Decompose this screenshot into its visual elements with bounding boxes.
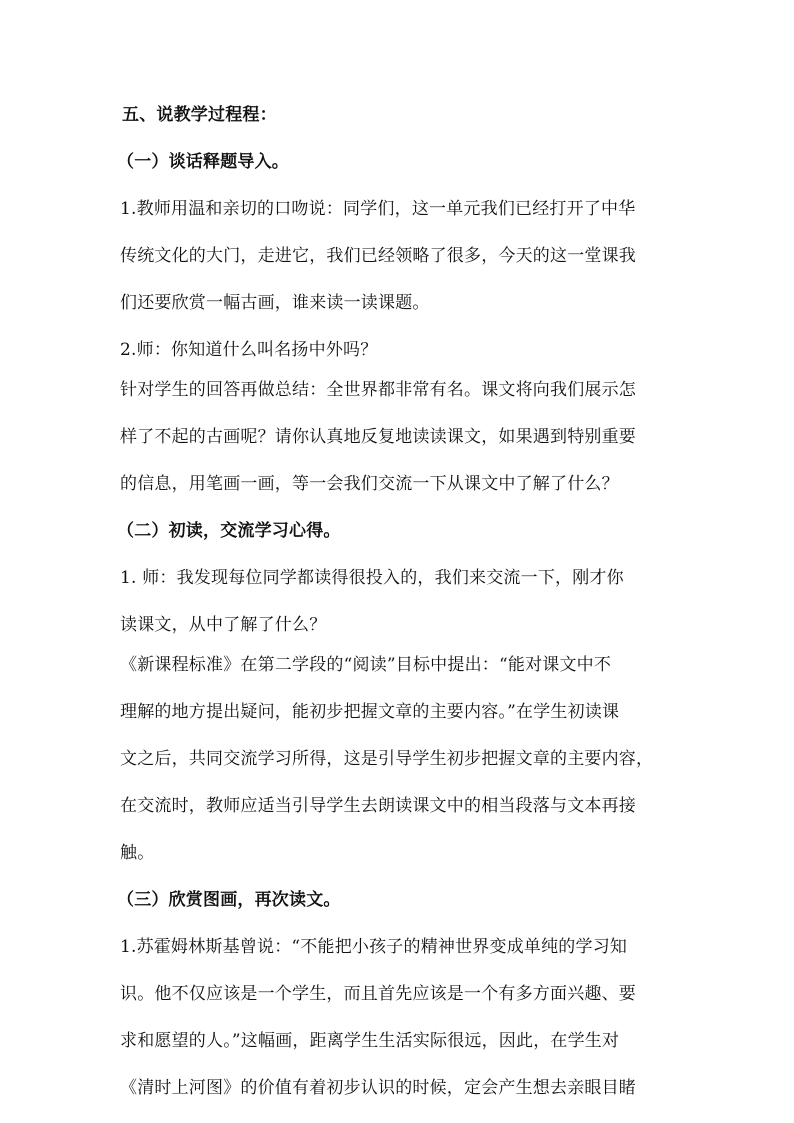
paragraph-line: 1.教师用温和亲切的口吻说：同学们，这一单元我们已经打开了中华 — [120, 199, 636, 219]
paragraph-line: 们还要欣赏一幅古画，谁来读一读课题。 — [120, 293, 430, 313]
paragraph-line: 传统文化的大门，走进它，我们已经领略了很多，今天的这一堂课我 — [120, 246, 636, 266]
paragraph-line: 理解的地方提出疑问，能初步把握文章的主要内容。”在学生初读课 — [120, 702, 620, 722]
paragraph-line: 求和愿望的人。”这幅画，距离学生生活实际很远，因此，在学生对 — [120, 1031, 620, 1051]
paragraph-line: 文之后，共同交流学习所得，这是引导学生初步把握文章的主要内容， — [120, 749, 654, 769]
subsection-title-1: （一）谈话释题导入。 — [117, 152, 289, 172]
paragraph-line: 1.苏霍姆林斯基曾说：“不能把小孩子的精神世界变成单纯的学习知 — [120, 937, 628, 957]
paragraph-line: 1. 师：我发现每位同学都读得很投入的，我们来交流一下，刚才你 — [120, 568, 624, 588]
paragraph — [120, 934, 680, 1101]
paragraph-line: 识。他不仅应该是一个学生，而且首先应该是一个有多方面兴趣、要 — [120, 984, 636, 1004]
document-body — [117, 102, 680, 1122]
paragraph-line: 读课文，从中了解了什么？ — [120, 615, 327, 635]
paragraph — [120, 652, 680, 866]
paragraph-line: 《新课程标准》在第二学段的“阅读”目标中提出：“能对课文中不 — [120, 655, 612, 675]
subsection-title-3: （三）欣赏图画，再次读文。 — [117, 890, 341, 910]
paragraph-line: 针对学生的回答再做总结：全世界都非常有名。课文将向我们展示怎 — [120, 380, 636, 400]
paragraph — [120, 377, 680, 497]
subsection-title-2: （二）初读，交流学习心得。 — [117, 521, 341, 541]
paragraph-line: 《清时上河图》的价值有着初步认识的时候，定会产生想去亲眼目睹 — [120, 1078, 636, 1098]
paragraph-line: 的信息，用笔画一画，等一会我们交流一下从课文中了解了什么？ — [120, 474, 619, 494]
paragraph-line: 样了不起的古画呢？请你认真地反复地读读课文，如果遇到特别重要 — [120, 427, 636, 447]
paragraph — [120, 565, 680, 638]
paragraph — [120, 337, 680, 363]
paragraph-line: 2.师：你知道什么叫名扬中外吗？ — [120, 340, 378, 360]
paragraph — [120, 196, 680, 316]
paragraph-line: 在交流时，教师应适当引导学生去朗读课文中的相当段落与文本再接 — [120, 796, 636, 816]
paragraph-line: 触。 — [120, 843, 155, 863]
section-heading: 五、说教学过程程： — [122, 105, 277, 125]
